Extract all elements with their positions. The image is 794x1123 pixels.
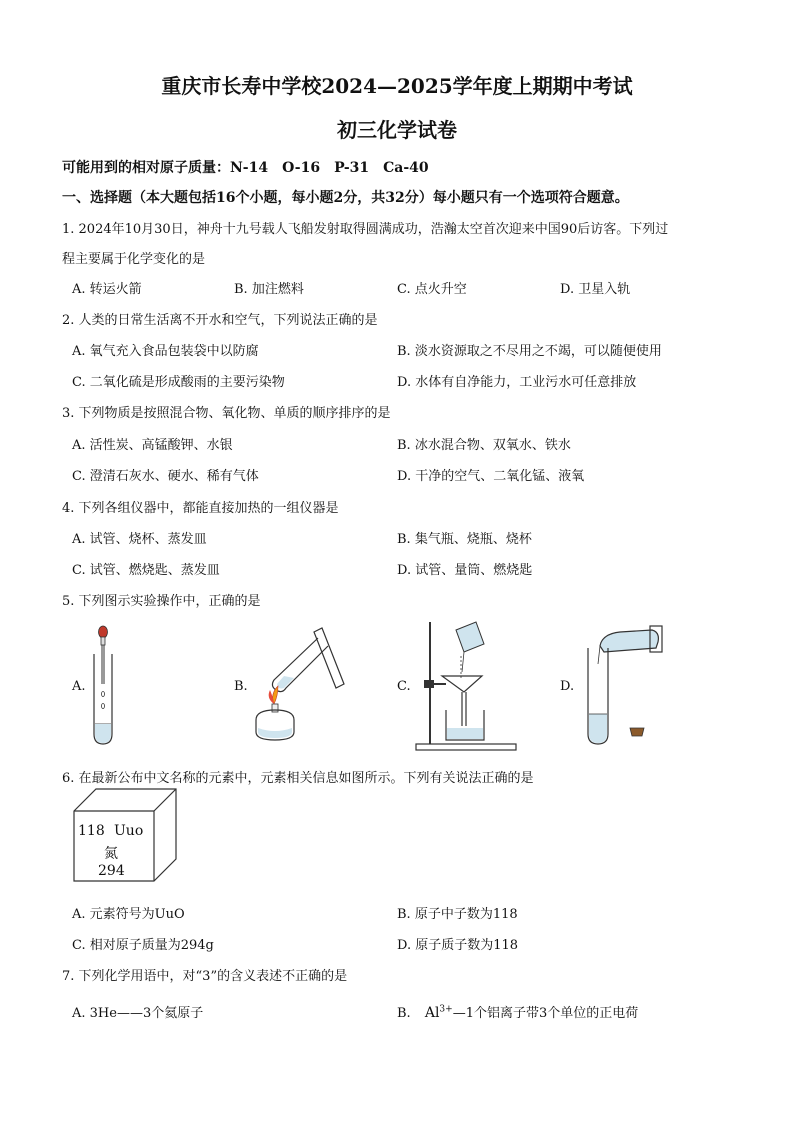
q7-option-b-label: B. bbox=[397, 1006, 411, 1021]
q3-option-b[interactable]: B. 冰水混合物、双氧水、铁水 bbox=[397, 438, 571, 453]
q5-label-a[interactable]: A. bbox=[72, 679, 86, 694]
element-mass: 294 bbox=[98, 863, 125, 879]
section-heading: 一、选择题（本大题包括16个小题，每小题2分，共32分）每小题只有一个选项符合题意。 bbox=[62, 190, 629, 206]
q6-option-c[interactable]: C. 相对原子质量为294g bbox=[72, 938, 214, 953]
q2-option-d[interactable]: D. 水体有自净能力，工业污水可任意排放 bbox=[397, 375, 637, 390]
q1-option-b[interactable]: B. 加注燃料 bbox=[234, 282, 304, 297]
q4-option-a[interactable]: A. 试管、烧杯、蒸发皿 bbox=[72, 532, 207, 547]
q3-option-c[interactable]: C. 澄清石灰水、硬水、稀有气体 bbox=[72, 469, 259, 484]
element-symbol: Uuo bbox=[114, 823, 144, 839]
q7-option-b-charge: 3+ bbox=[439, 1004, 453, 1015]
q1-option-c[interactable]: C. 点火升空 bbox=[397, 282, 467, 297]
q5-label-c[interactable]: C. bbox=[397, 679, 411, 694]
filtration-figure bbox=[412, 618, 522, 752]
q4-stem: 4. 下列各组仪器中，都能直接加热的一组仪器是 bbox=[62, 501, 339, 516]
q1-option-a[interactable]: A. 转运火箭 bbox=[72, 282, 142, 297]
q1-stem-line1: 1. 2024年10月30日，神舟十九号载人飞船发射取得圆满成功，浩瀚太空首次迎来中国90后访客。下列过 bbox=[62, 222, 669, 237]
q3-option-a[interactable]: A. 活性炭、高锰酸钾、水银 bbox=[72, 438, 233, 453]
q3-stem: 3. 下列物质是按照混合物、氧化物、单质的顺序排序的是 bbox=[62, 406, 391, 421]
q3-option-d[interactable]: D. 干净的空气、二氧化锰、液氧 bbox=[397, 469, 585, 484]
element-name: 氮 bbox=[104, 846, 118, 862]
heating-test-tube-figure bbox=[244, 624, 364, 748]
q7-option-b[interactable] bbox=[397, 1002, 638, 1021]
q6-option-b[interactable]: B. 原子中子数为118 bbox=[397, 907, 518, 922]
q6-option-a[interactable]: A. 元素符号为UuO bbox=[72, 907, 185, 922]
q4-option-b[interactable]: B. 集气瓶、烧瓶、烧杯 bbox=[397, 532, 532, 547]
q2-option-a[interactable]: A. 氧气充入食品包装袋中以防腐 bbox=[72, 344, 259, 359]
q7-option-b-symbol: Al bbox=[424, 1005, 440, 1021]
q4-option-d[interactable]: D. 试管、量筒、燃烧匙 bbox=[397, 563, 533, 578]
q2-option-c[interactable]: C. 二氧化硫是形成酸雨的主要污染物 bbox=[72, 375, 285, 390]
q2-option-b[interactable]: B. 淡水资源取之不尽用之不竭，可以随便使用 bbox=[397, 344, 662, 359]
page-title: 重庆市长寿中学校2024—2025学年度上期期中考试 bbox=[161, 74, 633, 98]
q7-option-a[interactable]: A. 3He——3个氦原子 bbox=[72, 1006, 204, 1021]
page-subtitle: 初三化学试卷 bbox=[337, 118, 457, 142]
atomic-masses: 可能用到的相对原子质量：N-14 O-16 P-31 Ca-40 bbox=[62, 160, 429, 176]
q5-label-d[interactable]: D. bbox=[560, 679, 575, 694]
element-atomic-number: 118 bbox=[78, 823, 105, 839]
element-card bbox=[74, 787, 178, 883]
pouring-liquid-figure bbox=[580, 624, 680, 748]
q5-stem: 5. 下列图示实验操作中，正确的是 bbox=[62, 594, 261, 609]
q7-option-b-text: —1个铝离子带3个单位的正电荷 bbox=[452, 1006, 639, 1021]
q6-option-d[interactable]: D. 原子质子数为118 bbox=[397, 938, 519, 953]
q2-stem: 2. 人类的日常生活离不开水和空气，下列说法正确的是 bbox=[62, 313, 378, 328]
q5-label-b[interactable]: B. bbox=[234, 679, 248, 694]
q7-stem: 7. 下列化学用语中，对“3”的含义表述不正确的是 bbox=[62, 969, 348, 984]
q1-option-d[interactable]: D. 卫星入轨 bbox=[560, 282, 631, 297]
q6-stem: 6. 在最新公布中文名称的元素中，元素相关信息如图所示。下列有关说法正确的是 bbox=[62, 771, 534, 786]
q1-stem-line2: 程主要属于化学变化的是 bbox=[62, 252, 206, 267]
q4-option-c[interactable]: C. 试管、燃烧匙、蒸发皿 bbox=[72, 563, 220, 578]
dropper-test-tube-figure bbox=[88, 624, 128, 748]
